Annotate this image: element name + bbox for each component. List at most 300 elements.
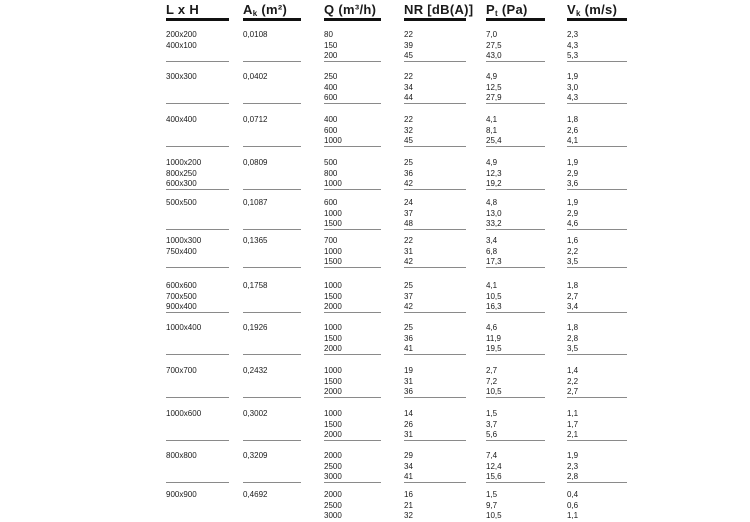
row-divider [243, 267, 301, 268]
noise-cell-value: 19 [404, 366, 413, 375]
velocity-cell-value: 2,3 [567, 30, 579, 39]
header-rule-size [166, 18, 229, 21]
row-divider [404, 354, 466, 355]
row-divider [166, 267, 229, 268]
flow-cell [324, 281, 342, 313]
row-divider [567, 354, 627, 355]
row-divider [243, 146, 301, 147]
velocity-cell-value: 3,6 [567, 179, 579, 188]
row-divider [243, 189, 301, 190]
area-cell-value: 0,4692 [243, 490, 268, 499]
velocity-cell-value: 1,6 [567, 236, 579, 245]
size-cell-value: 800x250 [166, 168, 197, 178]
row-divider [166, 397, 229, 398]
pressure-cell-value: 25,4 [486, 136, 502, 145]
velocity-cell [567, 281, 578, 313]
flow-cell-value: 1500 [324, 219, 342, 228]
flow-cell-value: 1000 [324, 136, 342, 145]
noise-cell-value: 36 [404, 333, 413, 343]
flow-cell-value: 3000 [324, 472, 342, 481]
size-cell [166, 115, 197, 126]
header-rule-flow [324, 18, 381, 21]
flow-cell-value: 1000 [324, 366, 342, 375]
pressure-cell-value: 43,0 [486, 51, 502, 60]
noise-cell-value: 32 [404, 125, 413, 135]
row-divider [166, 440, 229, 441]
row-divider [324, 61, 381, 62]
pressure-cell-value: 8,1 [486, 125, 498, 135]
flow-cell-value: 600 [324, 125, 338, 135]
row-divider [486, 482, 545, 483]
flow-cell-value: 1000 [324, 246, 342, 256]
velocity-cell-value: 0,6 [567, 500, 579, 510]
size-cell-value: 500x500 [166, 198, 197, 207]
pressure-cell-value: 2,7 [486, 366, 498, 375]
size-cell [166, 451, 197, 462]
noise-cell [404, 30, 413, 62]
pressure-cell-value: 15,6 [486, 472, 502, 481]
velocity-cell-value: 2,7 [567, 291, 579, 301]
flow-cell-value: 2000 [324, 387, 342, 396]
velocity-cell-value: 2,8 [567, 333, 579, 343]
pressure-cell [486, 451, 502, 483]
header-pressure-main: P [486, 2, 495, 17]
row-divider [324, 267, 381, 268]
noise-cell-value: 31 [404, 376, 413, 386]
row-divider [404, 440, 466, 441]
pressure-cell [486, 198, 502, 230]
noise-cell-value: 22 [404, 115, 413, 124]
velocity-cell-value: 2,9 [567, 208, 579, 218]
pressure-cell-value: 10,5 [486, 291, 502, 301]
flow-cell-value: 1500 [324, 257, 342, 266]
row-divider [567, 397, 627, 398]
pressure-cell [486, 490, 502, 522]
row-divider [567, 61, 627, 62]
noise-cell [404, 115, 413, 147]
size-cell-value: 700x500 [166, 291, 197, 301]
noise-cell-value: 48 [404, 219, 413, 228]
row-divider [567, 103, 627, 104]
flow-cell-value: 2000 [324, 490, 342, 499]
size-cell-value: 1000x600 [166, 409, 202, 418]
flow-cell [324, 158, 342, 190]
header-area-main: A [243, 2, 253, 17]
size-cell-value: 300x300 [166, 72, 197, 81]
flow-cell-value: 2000 [324, 302, 342, 311]
pressure-cell [486, 72, 502, 104]
noise-cell-value: 39 [404, 40, 413, 50]
header-rule-noise [404, 18, 466, 21]
noise-cell [404, 451, 413, 483]
area-cell [243, 490, 267, 501]
row-divider [567, 189, 627, 190]
flow-cell-value: 2000 [324, 451, 342, 460]
row-divider [404, 229, 466, 230]
noise-cell-value: 22 [404, 236, 413, 245]
row-divider [243, 103, 301, 104]
header-pressure-unit: (Pa) [501, 2, 528, 17]
velocity-cell [567, 409, 578, 441]
header-area-sub: k [252, 9, 258, 18]
size-cell [166, 236, 201, 257]
velocity-cell [567, 490, 578, 522]
size-cell [166, 323, 201, 334]
flow-cell-value: 150 [324, 40, 338, 50]
area-cell [243, 115, 267, 126]
flow-cell-value: 600 [324, 93, 338, 102]
pressure-cell-value: 11,9 [486, 333, 501, 343]
area-cell [243, 366, 267, 377]
velocity-cell-value: 5,3 [567, 51, 579, 60]
row-divider [567, 146, 627, 147]
velocity-cell-value: 4,3 [567, 40, 579, 50]
pressure-cell-value: 7,0 [486, 30, 498, 39]
noise-cell-value: 24 [404, 198, 413, 207]
velocity-cell-value: 2,9 [567, 168, 579, 178]
velocity-cell-value: 1,4 [567, 366, 579, 375]
noise-cell-value: 34 [404, 461, 413, 471]
pressure-cell-value: 10,5 [486, 511, 502, 520]
noise-cell-value: 31 [404, 430, 413, 439]
row-divider [324, 397, 381, 398]
size-cell-value: 600x300 [166, 179, 197, 188]
velocity-cell-value: 4,6 [567, 219, 579, 228]
velocity-cell-value: 4,1 [567, 136, 579, 145]
velocity-cell-value: 2,6 [567, 125, 579, 135]
pressure-cell-value: 33,2 [486, 219, 502, 228]
flow-cell-value: 1000 [324, 208, 342, 218]
pressure-cell [486, 30, 502, 62]
row-divider [404, 61, 466, 62]
row-divider [486, 146, 545, 147]
header-area-unit: (m²) [261, 2, 288, 17]
header-pressure [486, 2, 528, 18]
noise-cell [404, 281, 413, 313]
row-divider [243, 482, 301, 483]
velocity-cell-value: 2,8 [567, 472, 579, 481]
flow-cell [324, 409, 342, 441]
size-cell [166, 158, 201, 190]
size-cell-value: 200x200 [166, 30, 197, 39]
velocity-cell-value: 1,8 [567, 281, 579, 290]
row-divider [166, 103, 229, 104]
area-cell-value: 0,1087 [243, 198, 268, 207]
pressure-cell-value: 4,1 [486, 115, 498, 124]
velocity-cell-value: 1,9 [567, 158, 579, 167]
velocity-cell [567, 323, 578, 355]
row-divider [324, 354, 381, 355]
header-pressure-sub: t [494, 9, 498, 18]
flow-cell-value: 2000 [324, 344, 342, 353]
noise-cell-value: 32 [404, 511, 413, 520]
flow-cell-value: 1500 [324, 333, 342, 343]
flow-cell-value: 800 [324, 168, 338, 178]
size-cell-value: 400x100 [166, 40, 197, 50]
noise-cell [404, 366, 413, 398]
noise-cell-value: 16 [404, 490, 413, 499]
pressure-cell [486, 323, 502, 355]
velocity-cell-value: 2,1 [567, 430, 579, 439]
row-divider [486, 267, 545, 268]
row-divider [324, 103, 381, 104]
pressure-cell-value: 4,1 [486, 281, 498, 290]
row-divider [486, 312, 545, 313]
row-divider [486, 229, 545, 230]
flow-cell [324, 323, 342, 355]
pressure-cell-value: 19,2 [486, 179, 502, 188]
pressure-cell-value: 3,4 [486, 236, 498, 245]
row-divider [243, 229, 301, 230]
pressure-cell-value: 16,3 [486, 302, 502, 311]
area-cell [243, 198, 267, 209]
flow-cell [324, 366, 342, 398]
noise-cell [404, 72, 413, 104]
noise-cell-value: 37 [404, 291, 413, 301]
velocity-cell-value: 1,8 [567, 323, 579, 332]
noise-cell-value: 25 [404, 281, 413, 290]
size-cell-value: 900x400 [166, 302, 197, 311]
pressure-cell-value: 3,7 [486, 419, 498, 429]
size-cell [166, 198, 197, 209]
velocity-cell [567, 115, 578, 147]
velocity-cell-value: 2,3 [567, 461, 579, 471]
noise-cell-value: 42 [404, 257, 413, 266]
row-divider [166, 312, 229, 313]
noise-cell-value: 26 [404, 419, 413, 429]
row-divider [166, 146, 229, 147]
flow-cell-value: 2000 [324, 430, 342, 439]
pressure-cell-value: 12,3 [486, 168, 502, 178]
header-noise [404, 2, 473, 18]
pressure-cell-value: 10,5 [486, 387, 502, 396]
noise-cell-value: 31 [404, 246, 413, 256]
flow-cell-value: 600 [324, 198, 338, 207]
pressure-cell-value: 9,7 [486, 500, 498, 510]
header-rule-area [243, 18, 301, 21]
noise-cell-value: 25 [404, 323, 413, 332]
pressure-cell [486, 158, 502, 190]
pressure-cell-value: 19,5 [486, 344, 502, 353]
flow-cell-value: 1000 [324, 179, 342, 188]
size-cell-value: 700x700 [166, 366, 197, 375]
header-velocity-unit: (m/s) [584, 2, 618, 17]
pressure-cell-value: 4,8 [486, 198, 498, 207]
noise-cell-value: 36 [404, 168, 413, 178]
header-size-text: L x H [166, 2, 200, 17]
area-cell [243, 30, 267, 41]
row-divider [486, 397, 545, 398]
row-divider [567, 312, 627, 313]
noise-cell-value: 44 [404, 93, 413, 102]
velocity-cell-value: 1,7 [567, 419, 579, 429]
row-divider [243, 397, 301, 398]
size-cell [166, 409, 201, 420]
velocity-cell-value: 2,7 [567, 387, 579, 396]
flow-cell-value: 1500 [324, 291, 342, 301]
flow-cell [324, 236, 342, 268]
velocity-cell [567, 72, 578, 104]
size-cell-value: 600x600 [166, 281, 197, 290]
flow-cell [324, 30, 337, 62]
noise-cell-value: 41 [404, 344, 413, 353]
row-divider [486, 354, 545, 355]
size-cell [166, 72, 197, 83]
pressure-cell-value: 1,5 [486, 409, 498, 418]
velocity-cell [567, 451, 578, 483]
row-divider [243, 61, 301, 62]
header-area [243, 2, 287, 18]
header-flow [324, 2, 376, 18]
row-divider [324, 146, 381, 147]
noise-cell-value: 45 [404, 136, 413, 145]
noise-cell-value: 45 [404, 51, 413, 60]
area-cell-value: 0,1365 [243, 236, 268, 245]
header-velocity-sub: k [575, 9, 581, 18]
area-cell [243, 323, 267, 334]
velocity-cell-value: 0,4 [567, 490, 579, 499]
area-cell-value: 0,1758 [243, 281, 268, 290]
area-cell [243, 158, 267, 169]
noise-cell-value: 42 [404, 179, 413, 188]
velocity-cell [567, 236, 578, 268]
row-divider [243, 312, 301, 313]
header-rule-velocity [567, 18, 627, 21]
flow-cell [324, 198, 342, 230]
area-cell [243, 409, 267, 420]
area-cell-value: 0,3002 [243, 409, 268, 418]
row-divider [404, 189, 466, 190]
area-cell [243, 236, 267, 247]
row-divider [404, 267, 466, 268]
flow-cell-value: 700 [324, 236, 338, 245]
velocity-cell-value: 3,5 [567, 257, 579, 266]
flow-cell-value: 3000 [324, 511, 342, 520]
row-divider [243, 440, 301, 441]
velocity-cell [567, 30, 578, 62]
row-divider [166, 229, 229, 230]
row-divider [404, 103, 466, 104]
area-cell [243, 72, 267, 83]
header-flow-main: Q [324, 2, 335, 17]
pressure-cell-value: 27,9 [486, 93, 502, 102]
area-cell-value: 0,2432 [243, 366, 268, 375]
velocity-cell-value: 4,3 [567, 93, 579, 102]
row-divider [166, 189, 229, 190]
flow-cell-value: 400 [324, 115, 338, 124]
area-cell-value: 0,3209 [243, 451, 268, 460]
velocity-cell-value: 2,2 [567, 246, 579, 256]
row-divider [486, 440, 545, 441]
noise-cell-value: 37 [404, 208, 413, 218]
size-cell-value: 1000x300 [166, 236, 202, 245]
pressure-cell-value: 4,6 [486, 323, 498, 332]
velocity-cell-value: 1,9 [567, 451, 579, 460]
noise-cell [404, 236, 413, 268]
row-divider [166, 354, 229, 355]
pressure-cell-value: 4,9 [486, 72, 498, 81]
header-velocity [567, 2, 617, 18]
flow-cell-value: 2500 [324, 500, 342, 510]
row-divider [404, 312, 466, 313]
pressure-cell-value: 7,2 [486, 376, 498, 386]
noise-cell-value: 42 [404, 302, 413, 311]
flow-cell-value: 400 [324, 82, 338, 92]
pressure-cell [486, 115, 502, 147]
velocity-cell-value: 1,8 [567, 115, 579, 124]
noise-cell-value: 41 [404, 472, 413, 481]
noise-cell-value: 34 [404, 82, 413, 92]
pressure-cell-value: 17,3 [486, 257, 502, 266]
header-size [166, 2, 199, 18]
noise-cell [404, 323, 413, 355]
noise-cell [404, 409, 413, 441]
row-divider [567, 440, 627, 441]
size-cell [166, 281, 197, 313]
noise-cell-value: 22 [404, 30, 413, 39]
header-velocity-main: V [567, 2, 576, 17]
row-divider [486, 189, 545, 190]
velocity-cell-value: 2,2 [567, 376, 579, 386]
velocity-cell-value: 1,9 [567, 72, 579, 81]
velocity-cell [567, 198, 578, 230]
flow-cell-value: 2500 [324, 461, 342, 471]
row-divider [243, 354, 301, 355]
area-cell-value: 0,0108 [243, 30, 268, 39]
size-cell-value: 1000x200 [166, 158, 202, 167]
pressure-cell [486, 236, 502, 268]
row-divider [486, 103, 545, 104]
flow-cell-value: 200 [324, 51, 338, 60]
pressure-cell-value: 12,4 [486, 461, 502, 471]
area-cell-value: 0,1926 [243, 323, 268, 332]
pressure-cell-value: 7,4 [486, 451, 498, 460]
row-divider [486, 61, 545, 62]
flow-cell [324, 115, 342, 147]
velocity-cell-value: 3,0 [567, 82, 579, 92]
velocity-cell-value: 1,1 [567, 409, 579, 418]
pressure-cell [486, 366, 502, 398]
flow-cell-value: 80 [324, 30, 333, 39]
size-cell [166, 490, 197, 501]
velocity-cell-value: 3,4 [567, 302, 579, 311]
noise-cell-value: 21 [404, 500, 413, 510]
header-noise-text: NR [dB(A)] [404, 2, 474, 17]
noise-cell-value: 25 [404, 158, 413, 167]
noise-cell [404, 158, 413, 190]
pressure-cell-value: 6,8 [486, 246, 498, 256]
area-cell [243, 451, 267, 462]
size-cell [166, 30, 197, 51]
row-divider [567, 229, 627, 230]
velocity-cell [567, 158, 578, 190]
pressure-cell [486, 281, 502, 313]
row-divider [324, 440, 381, 441]
flow-cell-value: 1000 [324, 323, 342, 332]
row-divider [404, 397, 466, 398]
noise-cell [404, 198, 413, 230]
velocity-cell-value: 1,9 [567, 198, 579, 207]
area-cell-value: 0,0809 [243, 158, 268, 167]
row-divider [324, 312, 381, 313]
flow-cell-value: 1500 [324, 376, 342, 386]
velocity-cell-value: 1,1 [567, 511, 579, 520]
velocity-cell-value: 3,5 [567, 344, 579, 353]
pressure-cell-value: 13,0 [486, 208, 502, 218]
header-flow-unit: (m³/h) [338, 2, 377, 17]
velocity-cell [567, 366, 578, 398]
area-cell-value: 0,0712 [243, 115, 268, 124]
